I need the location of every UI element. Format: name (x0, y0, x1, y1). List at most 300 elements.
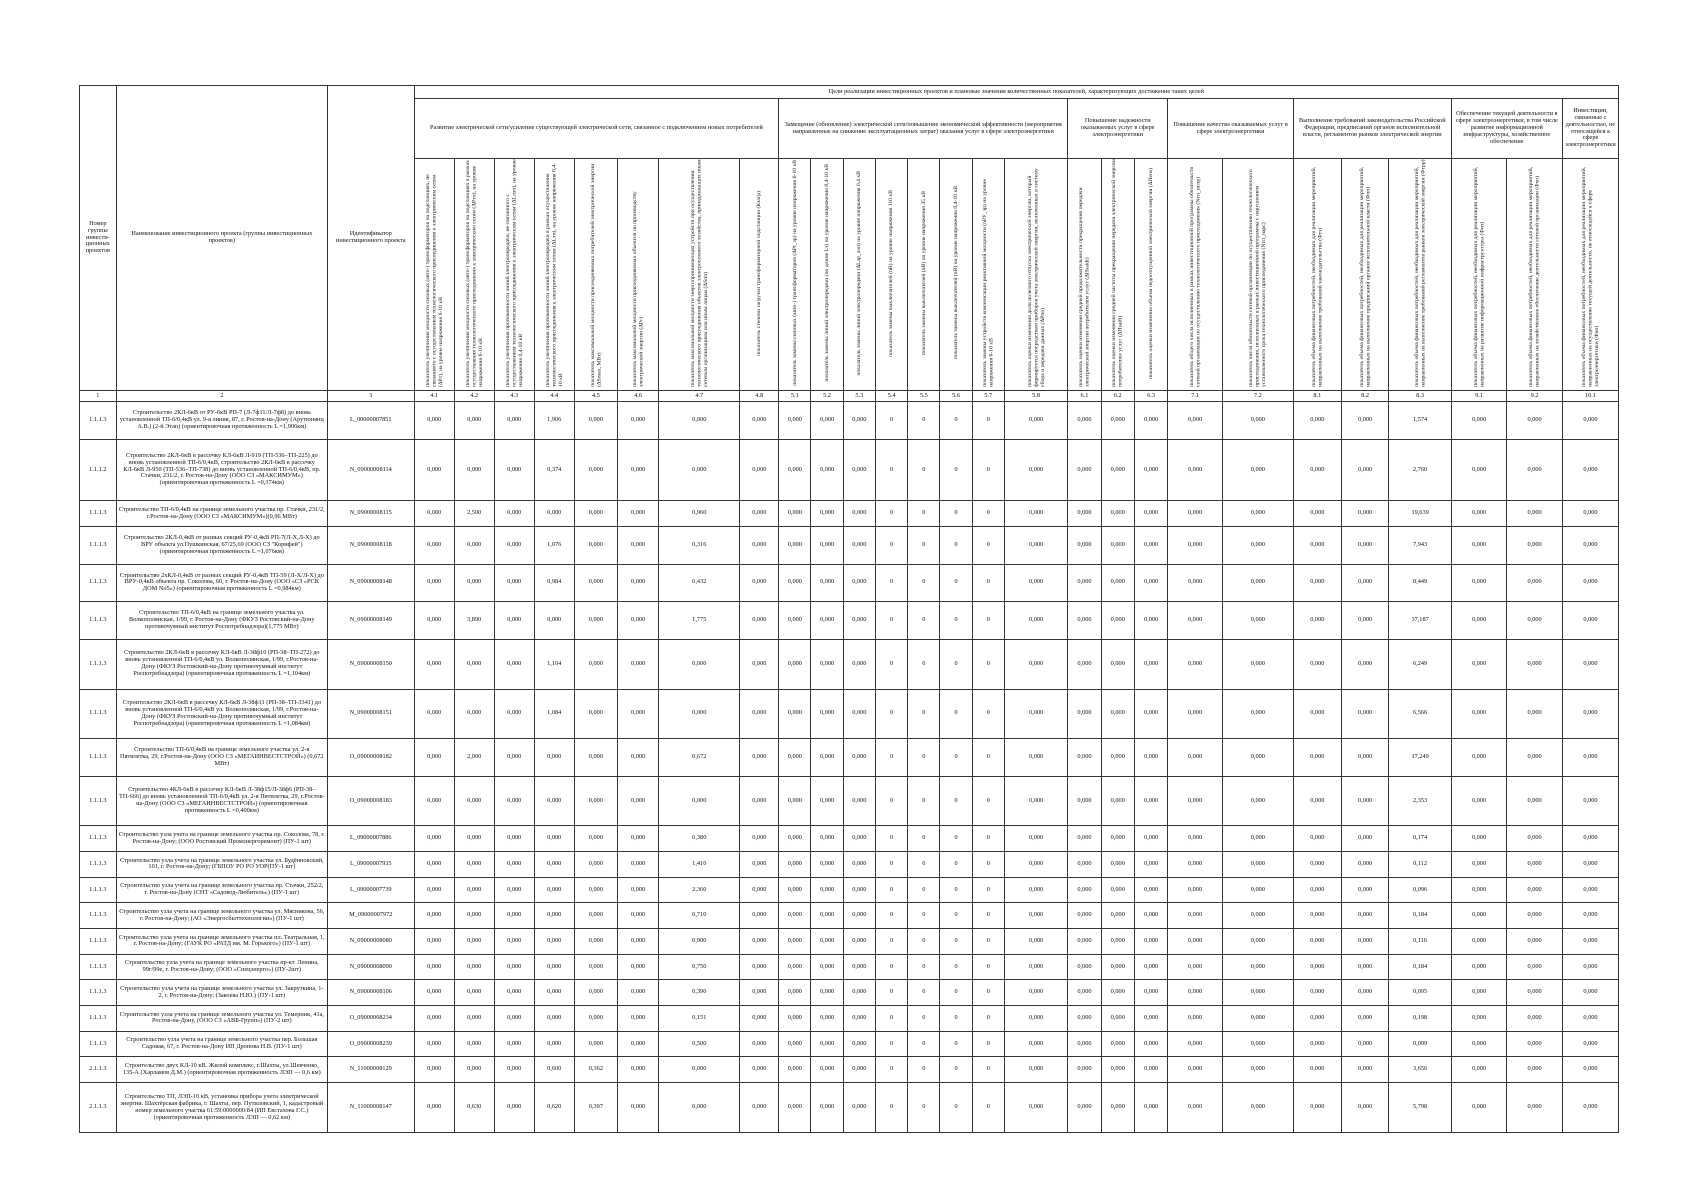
row-value-cell: 0,000 (494, 929, 534, 955)
column-number: 4.4 (534, 391, 574, 402)
indicator-label: показатель замены линий электропередачи (ΔLзр_лэп) на уровне напряжения 0,4 кВ (856, 170, 863, 376)
row-value-cell: 0,000 (494, 1083, 534, 1133)
row-value-cell: 0,000 (1222, 439, 1293, 501)
row-value-cell: 0 (875, 402, 907, 440)
row-value-cell: 2,353 (1389, 776, 1451, 826)
row-value-cell: 0,000 (811, 501, 843, 527)
row-value-cell: 0 (940, 739, 972, 777)
indicator-label: показатель замены выключателей (nВ) на уровне напряжения 35 кВ (920, 190, 927, 356)
row-value-cell: 0,000 (779, 402, 811, 440)
row-value-cell: 0 (940, 564, 972, 602)
row-value-cell: 0,000 (811, 1057, 843, 1083)
row-value-cell: 0,000 (1507, 639, 1563, 689)
row-value-cell: 0,000 (659, 402, 740, 440)
row-value-cell: 0,000 (1562, 439, 1618, 501)
row-value-cell: 0,000 (1134, 439, 1167, 501)
row-project-id: N_09000008149 (327, 602, 414, 640)
row-value-cell: 0,000 (1341, 929, 1389, 955)
indicator-header (494, 159, 534, 391)
row-value-cell: 0 (875, 1031, 907, 1057)
goal-group-6: Обеспечение текущей деятельности в сфере электроэнергетики, в том числе развитие информационной инфраструктуры, хозяйственное обеспечение (1451, 99, 1562, 159)
row-value-cell: 0,000 (1101, 439, 1134, 501)
row-value-cell: 0,000 (1451, 1031, 1507, 1057)
row-value-cell: 0 (875, 564, 907, 602)
row-value-cell: 0,000 (618, 526, 659, 564)
row-value-cell: 0,000 (779, 526, 811, 564)
row-value-cell: 0,000 (659, 1057, 740, 1083)
row-value-cell: 0,000 (574, 826, 617, 852)
row-value-cell: 1,084 (534, 689, 574, 739)
row-value-cell: 0,000 (1004, 980, 1067, 1006)
indicator-label: показатель степени загрузки трансформаторной подстанции (Кзагр) (756, 190, 763, 356)
row-value-cell: 0,184 (1389, 954, 1451, 980)
row-value-cell: 0 (972, 929, 1004, 955)
row-value-cell: 0,000 (1068, 689, 1101, 739)
row-value-cell: 0,000 (1004, 929, 1067, 955)
row-value-cell: 0,000 (574, 402, 617, 440)
row-value-cell: 0,000 (811, 1031, 843, 1057)
row-project-name: Строительство узла учета на границе земельного участка пр. Соколова, 78, г. Ростов-на-Дону; (ООО Ростовский Промэнергоремонт) (ПУ-1 шт) (116, 826, 327, 852)
row-value-cell: 0,000 (1222, 739, 1293, 777)
row-value-cell: 0,000 (843, 877, 875, 903)
row-value-cell: 1,574 (1389, 402, 1451, 440)
row-value-cell: 0,000 (1004, 526, 1067, 564)
column-number: 4.1 (414, 391, 454, 402)
row-value-cell: 0 (940, 980, 972, 1006)
row-value-cell: 0,000 (494, 526, 534, 564)
row-value-cell: 0,000 (811, 877, 843, 903)
row-value-cell: 0,000 (1451, 1006, 1507, 1032)
row-value-cell: 0,000 (1004, 877, 1067, 903)
row-value-cell: 0,000 (1168, 1006, 1222, 1032)
row-project-name: Строительство узла учета на границе земельного участка ул. Темерник, 41а, Ростов-на-Дону, (ООО СЗ «АВБ-Групп») (ПУ-2 шт) (116, 1006, 327, 1032)
row-value-cell: 0,000 (1168, 1057, 1222, 1083)
row-value-cell: 0,000 (1293, 564, 1341, 602)
row-value-cell: 0,000 (1168, 526, 1222, 564)
row-value-cell: 0,000 (414, 501, 454, 527)
indicator-header (1389, 159, 1451, 391)
table-row (80, 402, 1619, 440)
row-value-cell: 0,000 (779, 739, 811, 777)
row-value-cell: 0,000 (454, 439, 494, 501)
row-value-cell: 0,432 (659, 564, 740, 602)
row-value-cell: 0,000 (1293, 826, 1341, 852)
row-value-cell: 0,000 (1134, 639, 1167, 689)
row-value-cell: 0,116 (1389, 929, 1451, 955)
column-number: 9.2 (1507, 391, 1563, 402)
header-project-name: Наименование инвестиционного проекта (группы инвестиционных проектов) (116, 86, 327, 391)
row-value-cell: 0,000 (494, 877, 534, 903)
row-value-cell: 0,198 (1389, 1006, 1451, 1032)
row-project-name: Строительство узла учета на границе земельного участка пр-кт. Ленина, 99г/99е, г. Ростов-на-Дону; (ООО «Спецэнерго») (ПУ-2шт) (116, 954, 327, 980)
row-value-cell: 0,000 (811, 526, 843, 564)
table-row (80, 602, 1619, 640)
row-value-cell: 0,000 (1562, 526, 1618, 564)
row-value-cell: 0,000 (618, 1083, 659, 1133)
row-value-cell: 0,000 (843, 826, 875, 852)
row-value-cell: 0,000 (1222, 826, 1293, 852)
row-value-cell: 0,000 (1507, 439, 1563, 501)
indicator-label: показатель замены линий электропередачи (по длине Lз) на уровне напряжения 0,4-10 кВ (823, 164, 830, 382)
row-value-cell: 0,000 (1004, 501, 1067, 527)
row-value-cell: 0 (940, 903, 972, 929)
column-number: 5.7 (972, 391, 1004, 402)
row-value-cell: 0 (972, 689, 1004, 739)
row-value-cell: 0,000 (1168, 776, 1222, 826)
row-value-cell: 0,000 (1068, 526, 1101, 564)
row-value-cell: 0,000 (454, 929, 494, 955)
row-value-cell: 0,000 (1134, 826, 1167, 852)
row-value-cell: 0,184 (1389, 903, 1451, 929)
row-value-cell: 0 (908, 1083, 940, 1133)
table-row (80, 903, 1619, 929)
row-value-cell: 0,000 (1004, 826, 1067, 852)
row-project-name: Строительство узла учета на границе земельного участка пл. Театральная, 1, г. Ростов-на-Дону; (ГАУК РО «РАТД им. М. Горького») (ПУ-1 шт) (116, 929, 327, 955)
row-value-cell: 0,000 (740, 1031, 779, 1057)
row-value-cell: 0,000 (1168, 639, 1222, 689)
row-value-cell: 0,000 (1068, 602, 1101, 640)
row-value-cell: 0,000 (740, 739, 779, 777)
row-value-cell: 0,000 (574, 602, 617, 640)
row-value-cell: 0,000 (1101, 526, 1134, 564)
row-value-cell: 0,000 (454, 980, 494, 1006)
row-value-cell: 0,000 (1341, 826, 1389, 852)
column-number: 8.2 (1341, 391, 1389, 402)
row-value-cell: 0 (940, 1083, 972, 1133)
row-value-cell: 0,000 (1134, 602, 1167, 640)
row-value-cell: 0,000 (1341, 1057, 1389, 1083)
row-value-cell: 0,000 (454, 903, 494, 929)
row-value-cell: 0,000 (1134, 1031, 1167, 1057)
column-number: 9.1 (1451, 391, 1507, 402)
row-value-cell: 0,000 (1134, 877, 1167, 903)
row-value-cell: 0,000 (1562, 980, 1618, 1006)
row-project-id: O_09000008182 (327, 739, 414, 777)
row-value-cell: 0,000 (1168, 1083, 1222, 1133)
indicator-label: показатель оценки изменения объема недоотпущенной электрической энергии (ΔПens) (1147, 167, 1154, 379)
row-value-cell: 0,750 (659, 954, 740, 980)
row-value-cell: 0,000 (1168, 602, 1222, 640)
table-row (80, 564, 1619, 602)
row-value-cell: 0,000 (1507, 1057, 1563, 1083)
row-value-cell: 0 (972, 852, 1004, 878)
row-value-cell: 0,000 (1507, 402, 1563, 440)
row-value-cell: 0,000 (618, 954, 659, 980)
header-column-numbers (80, 391, 1619, 402)
row-value-cell: 0,000 (1068, 826, 1101, 852)
row-value-cell: 0,000 (1562, 639, 1618, 689)
row-project-id: L_00000007851 (327, 402, 414, 440)
row-value-cell: 0,000 (1562, 776, 1618, 826)
row-value-cell: 0,380 (659, 826, 740, 852)
row-value-cell: 0 (908, 1031, 940, 1057)
row-value-cell: 0,000 (494, 1031, 534, 1057)
row-value-cell: 0,000 (1293, 980, 1341, 1006)
row-value-cell: 0,000 (1562, 689, 1618, 739)
row-group-number: 1.1.1.3 (80, 526, 117, 564)
indicator-label: показатель объема финансовых потребностей, необходимых для реализации мероприятий, направленных на осуществление текущей деятельности, не относящейся к сфере электроэнергетики (Фно) (1580, 166, 1600, 388)
row-value-cell: 0,000 (740, 1057, 779, 1083)
indicator-header (574, 159, 617, 391)
row-value-cell: 0,000 (618, 826, 659, 852)
row-value-cell: 0,000 (740, 689, 779, 739)
row-group-number: 1.1.1.3 (80, 602, 117, 640)
row-value-cell: 0,000 (779, 639, 811, 689)
row-value-cell: 0,000 (574, 980, 617, 1006)
row-value-cell: 0,000 (534, 1006, 574, 1032)
row-value-cell: 0,000 (1562, 564, 1618, 602)
row-value-cell: 0,000 (1101, 852, 1134, 878)
indicator-label: показатель увеличения мощности силовых (авто-) трансформаторов на подстанциях, не связанного с осуществлением технологического присоединения к электрическим сетям (ΔPт), на уровне напряжения 6-10 кВ (424, 174, 444, 388)
row-value-cell: 0,000 (1341, 402, 1389, 440)
row-value-cell: 0,000 (414, 903, 454, 929)
row-project-id: N_09000008080 (327, 929, 414, 955)
row-value-cell: 0,000 (454, 1057, 494, 1083)
row-value-cell: 0,000 (1451, 980, 1507, 1006)
row-value-cell: 0,000 (1134, 689, 1167, 739)
table-row (80, 1057, 1619, 1083)
row-value-cell: 0,000 (1168, 1031, 1222, 1057)
row-value-cell: 0,000 (1101, 1006, 1134, 1032)
row-group-number: 1.1.1.3 (80, 1031, 117, 1057)
row-value-cell: 0,000 (1293, 776, 1341, 826)
row-value-cell: 0 (908, 776, 940, 826)
row-project-id: N_09000008150 (327, 639, 414, 689)
row-value-cell: 0,000 (1222, 639, 1293, 689)
row-value-cell: 0,000 (1168, 954, 1222, 980)
goal-group-5: Выполнение требований законодательства Российской Федерации, предписаний органов исполнительной власти, регламентов рынков электрической энергии (1293, 99, 1451, 159)
row-value-cell: 0,000 (1341, 1006, 1389, 1032)
row-project-name: Строительство 2КЛ-6кВ от РУ-6кВ РП-7 (Л-7ф11/Л-7ф8) до вновь установленной ТП-6/0,4кВ ул. 9-я линия, 87, г. Ростов-на-Дону (Арутюнянц А.В.) (2-й Этап) (ориентировочная протяженность L =1,906км) (116, 402, 327, 440)
row-value-cell: 0,000 (740, 402, 779, 440)
row-project-id: M_09000007972 (327, 903, 414, 929)
row-project-id: O_09000008239 (327, 1031, 414, 1057)
row-value-cell: 0,000 (1293, 1006, 1341, 1032)
row-value-cell: 0,000 (1562, 1083, 1618, 1133)
row-value-cell: 0,000 (1101, 564, 1134, 602)
row-value-cell: 0 (875, 689, 907, 739)
row-value-cell: 0,000 (1101, 877, 1134, 903)
row-value-cell: 0,000 (1004, 602, 1067, 640)
row-value-cell: 0,000 (1222, 903, 1293, 929)
row-value-cell: 0,000 (1134, 776, 1167, 826)
table-row (80, 980, 1619, 1006)
row-value-cell: 0,000 (1293, 852, 1341, 878)
row-value-cell: 0,000 (843, 501, 875, 527)
row-project-id: N_09000008106 (327, 980, 414, 1006)
row-value-cell: 0 (972, 639, 1004, 689)
row-value-cell: 0,000 (1068, 439, 1101, 501)
column-number: 6.1 (1068, 391, 1101, 402)
row-value-cell: 0 (972, 776, 1004, 826)
row-value-cell: 0,000 (1341, 526, 1389, 564)
row-value-cell: 0,000 (1004, 564, 1067, 602)
column-number: 10.1 (1562, 391, 1618, 402)
row-value-cell: 0,000 (574, 903, 617, 929)
indicator-header (1341, 159, 1389, 391)
row-value-cell: 0,000 (1451, 501, 1507, 527)
row-value-cell: 0,000 (1004, 1031, 1067, 1057)
row-value-cell: 0 (875, 826, 907, 852)
row-value-cell: 0,000 (574, 1031, 617, 1057)
row-value-cell: 0,000 (1293, 402, 1341, 440)
row-value-cell: 0 (908, 1057, 940, 1083)
row-project-id: N_09000008114 (327, 439, 414, 501)
row-value-cell: 1,104 (534, 639, 574, 689)
row-project-id: L_09000007935 (327, 852, 414, 878)
indicator-header (940, 159, 972, 391)
row-project-name: Строительство узла учета на границе земельного участка ул. Мясникова, 56, г. Ростов-на-Дону; (АО «Энергосбыттехнологии») (ПУ-1 шт) (116, 903, 327, 929)
row-value-cell: 0,151 (659, 1006, 740, 1032)
indicator-label: показатель объема финансовых потребностей, необходимых для реализации мероприятий, направленных на выполнение требований законодательства (Фтз) (1310, 166, 1324, 388)
row-value-cell: 0,000 (574, 564, 617, 602)
row-value-cell: 0,900 (659, 929, 740, 955)
row-value-cell: 0 (940, 602, 972, 640)
row-value-cell: 0,000 (1222, 1006, 1293, 1032)
row-value-cell: 0,000 (618, 903, 659, 929)
indicators-table (79, 85, 1619, 1133)
row-value-cell: 1,775 (659, 602, 740, 640)
column-number: 7.2 (1222, 391, 1293, 402)
column-number: 5.5 (908, 391, 940, 402)
row-value-cell: 0,000 (1068, 954, 1101, 980)
column-number: 3 (327, 391, 414, 402)
row-value-cell: 0 (908, 602, 940, 640)
row-value-cell: 0,000 (494, 903, 534, 929)
row-group-number: 1.1.1.3 (80, 903, 117, 929)
row-value-cell: 0,000 (414, 526, 454, 564)
row-value-cell: 0,000 (454, 689, 494, 739)
row-value-cell: 0,000 (1222, 402, 1293, 440)
row-project-id: N_11000008129 (327, 1057, 414, 1083)
row-value-cell: 0,000 (779, 903, 811, 929)
row-value-cell: 0,000 (1341, 501, 1389, 527)
row-value-cell: 0,000 (618, 1031, 659, 1057)
row-value-cell: 0,000 (414, 1083, 454, 1133)
row-project-name: Строительство 2КЛ-6кВ в рассечку КЛ-6кВ Л-38ф10 (РП-38–ТП-272) до вновь установленной ТП-6/0,4кВ ул. Волкополянская, 1/99, г.Ростов-на-Дону (ФКУЗ Ростовский-на-Дону противочумный институт Роспотребнадзора) (ориентировочная протяженность L =1,104км) (116, 639, 327, 689)
indicator-label: показатель объема финансовых потребностей, необходимых для реализации мероприятий, направленных на развитие информационной инфраструктуры (Фит) (1472, 166, 1486, 388)
column-number: 8.3 (1389, 391, 1451, 402)
indicator-header (1562, 159, 1618, 391)
column-number: 2 (116, 391, 327, 402)
row-value-cell: 0 (908, 877, 940, 903)
row-value-cell: 0,000 (1562, 903, 1618, 929)
row-value-cell: 37,187 (1389, 602, 1451, 640)
row-value-cell: 0,000 (740, 877, 779, 903)
row-value-cell: 0 (940, 639, 972, 689)
row-value-cell: 0,000 (454, 526, 494, 564)
row-value-cell: 0 (940, 1006, 972, 1032)
row-project-name: Строительство ТП-6/0,4кВ на границе земельного участка ул. 2-я Пятилетка, 29, г.Ростов-на-Дону (ООО СЗ «МЕГАИНВЕСТСТРОЙ») (0,672 МВт) (116, 739, 327, 777)
row-group-number: 1.1.1.2 (80, 439, 117, 501)
table-row (80, 826, 1619, 852)
row-value-cell: 0,000 (1293, 639, 1341, 689)
row-value-cell: 0 (940, 526, 972, 564)
row-project-id: N_11000008147 (327, 1083, 414, 1133)
row-value-cell: 0,000 (811, 689, 843, 739)
row-value-cell: 0 (940, 1031, 972, 1057)
row-value-cell: 0 (940, 501, 972, 527)
row-value-cell: 0,000 (1341, 954, 1389, 980)
row-value-cell: 0,000 (618, 852, 659, 878)
indicator-header (779, 159, 811, 391)
row-group-number: 1.1.1.3 (80, 776, 117, 826)
row-value-cell: 0,000 (1168, 689, 1222, 739)
row-value-cell: 0,000 (740, 903, 779, 929)
row-value-cell: 0,000 (740, 1006, 779, 1032)
table-row (80, 526, 1619, 564)
row-value-cell: 0,000 (454, 564, 494, 602)
row-value-cell: 0,000 (1293, 929, 1341, 955)
row-value-cell: 0,000 (1222, 929, 1293, 955)
row-value-cell: 0,000 (414, 402, 454, 440)
row-value-cell: 0,000 (843, 1006, 875, 1032)
row-value-cell: 0,000 (534, 877, 574, 903)
row-value-cell: 0,000 (618, 739, 659, 777)
row-value-cell: 0,000 (1451, 602, 1507, 640)
row-value-cell: 3,890 (454, 602, 494, 640)
row-value-cell: 0,000 (454, 852, 494, 878)
goal-group-3: Повышение надежности оказываемых услуг в сфере электроэнергетики (1068, 99, 1168, 159)
row-value-cell: 0,000 (1507, 564, 1563, 602)
row-value-cell: 0,000 (1451, 1083, 1507, 1133)
row-value-cell: 0 (972, 1057, 1004, 1083)
row-value-cell: 0,000 (1451, 689, 1507, 739)
row-value-cell: 0 (972, 564, 1004, 602)
row-value-cell: 0,000 (1004, 903, 1067, 929)
row-value-cell: 0 (972, 954, 1004, 980)
row-value-cell: 6,566 (1389, 689, 1451, 739)
row-project-name: Строительство узла учета на границе земельного участка ул. Будённовский, 101, г. Ростов-на-Дону; (ГБПОУ РО РО УОР(ПУ-1 шт) (116, 852, 327, 878)
row-value-cell: 0,000 (618, 689, 659, 739)
table-row (80, 1083, 1619, 1133)
row-value-cell: 0,000 (1134, 402, 1167, 440)
row-value-cell: 0,000 (1004, 1083, 1067, 1133)
row-value-cell: 0,000 (1451, 929, 1507, 955)
indicator-header (1507, 159, 1563, 391)
row-value-cell: 0,000 (811, 852, 843, 878)
row-value-cell: 0,000 (843, 1057, 875, 1083)
row-value-cell: 0 (875, 1057, 907, 1083)
indicator-label: показатель максимальной мощности присоединяемых объектов по производству электрической энергии (ΔPг) (631, 191, 645, 388)
row-value-cell: 0,000 (1507, 826, 1563, 852)
row-value-cell: 0,000 (494, 564, 534, 602)
row-value-cell: 0,000 (1168, 826, 1222, 852)
header-group-number: Номер группы инвести-ционных проектов (80, 86, 117, 391)
row-value-cell: 0,000 (1101, 689, 1134, 739)
row-value-cell: 2,760 (1389, 439, 1451, 501)
indicator-label: показатель замены выключателей (nВ) на уровне напряжения 110 кВ (888, 189, 895, 357)
row-value-cell: 0,000 (574, 1006, 617, 1032)
row-value-cell: 0,500 (659, 1031, 740, 1057)
row-value-cell: 0,000 (414, 439, 454, 501)
row-value-cell: 0,000 (659, 1083, 740, 1133)
row-value-cell: 0,000 (779, 689, 811, 739)
indicator-header (1101, 159, 1134, 391)
row-value-cell: 0,000 (1562, 739, 1618, 777)
goal-group-2: Замещение (обновление) электрической сети/повышение экономической эффективности (мероприятия направленные на снижение эксплуатационных затрат) оказания услуг в сфере электроэнергетики (779, 99, 1068, 159)
row-value-cell: 2,500 (454, 501, 494, 527)
row-value-cell: 0,000 (1562, 402, 1618, 440)
row-value-cell: 0,000 (1134, 564, 1167, 602)
row-value-cell: 0,000 (1168, 852, 1222, 878)
column-number: 6.2 (1101, 391, 1134, 402)
row-value-cell: 0,000 (1222, 954, 1293, 980)
row-value-cell: 0,000 (454, 877, 494, 903)
row-value-cell: 0,000 (1507, 903, 1563, 929)
row-group-number: 1.1.1.3 (80, 980, 117, 1006)
table-row (80, 929, 1619, 955)
